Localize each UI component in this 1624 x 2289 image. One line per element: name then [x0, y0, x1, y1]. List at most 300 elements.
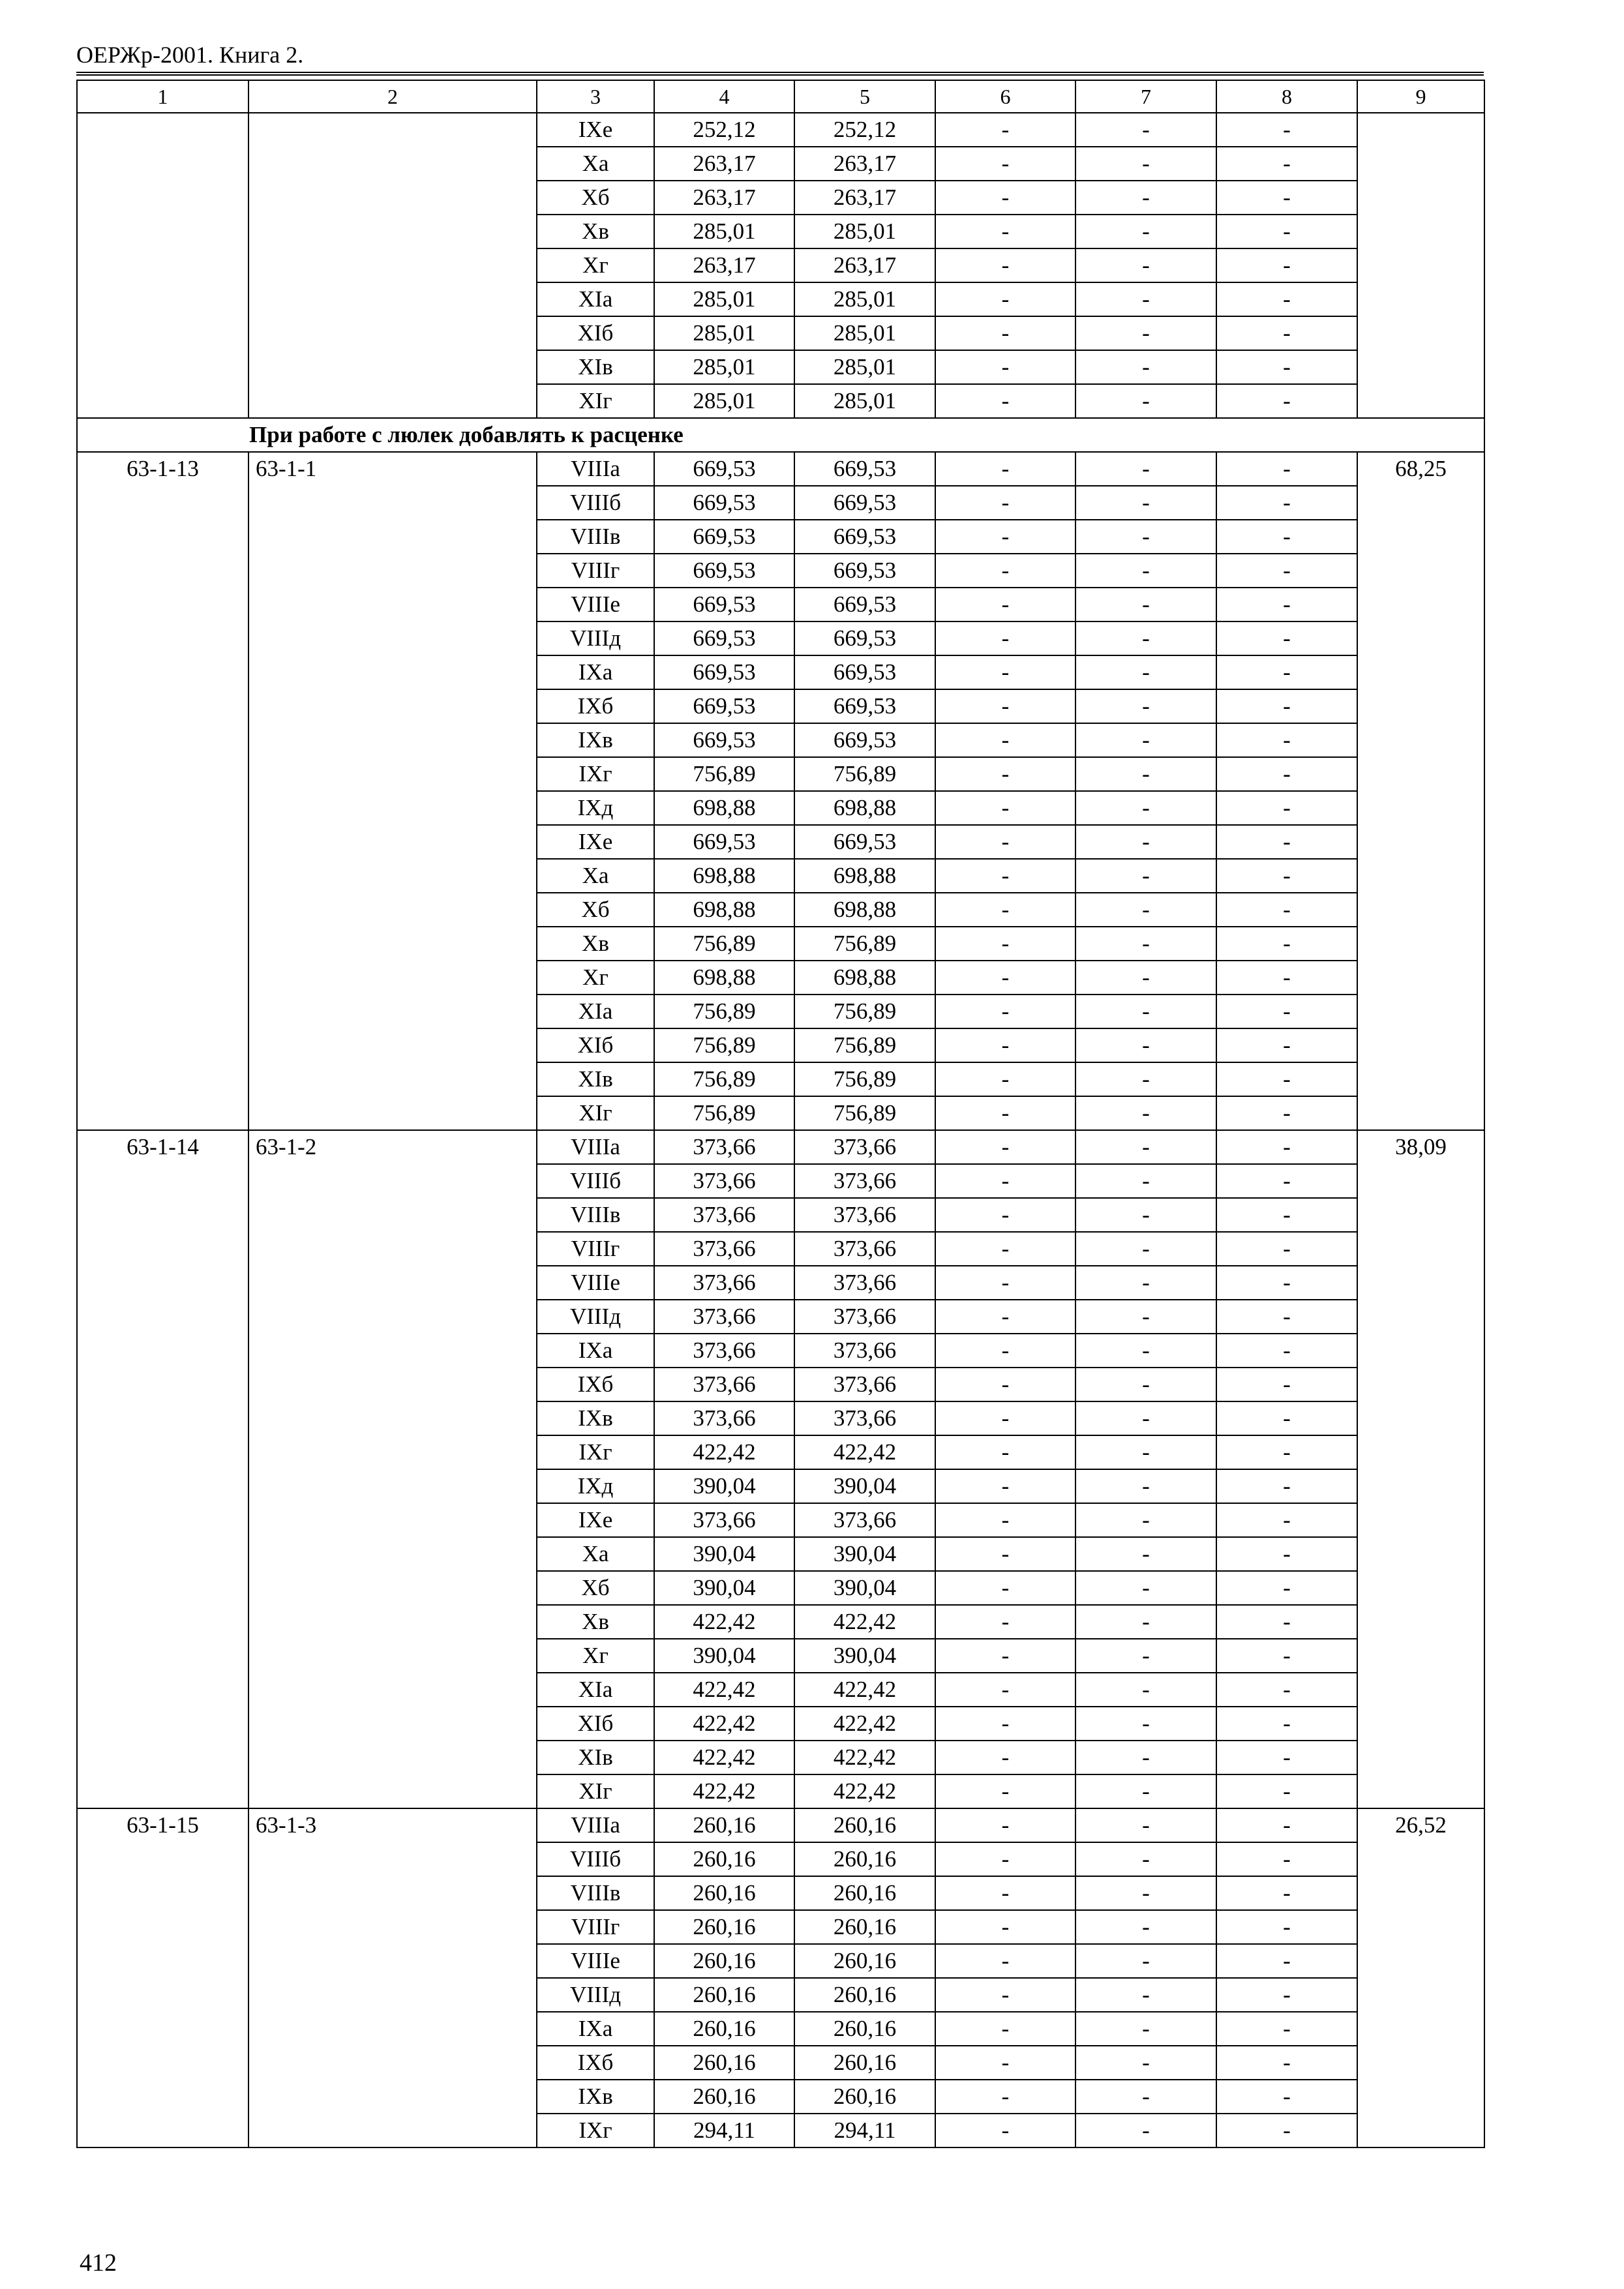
value-col5-cell: 373,66: [794, 1164, 935, 1198]
category-cell: XIб: [537, 316, 654, 350]
value-col8-cell: -: [1216, 215, 1357, 248]
value-col8-cell: -: [1216, 621, 1357, 655]
value-col5-cell: 252,12: [794, 113, 935, 147]
value-col6-cell: -: [935, 350, 1075, 384]
value-col5-cell: 263,17: [794, 181, 935, 215]
value-col5-cell: 669,53: [794, 554, 935, 588]
value-col4-cell: 756,89: [654, 995, 794, 1028]
value-col7-cell: -: [1075, 1842, 1216, 1876]
value-col6-cell: -: [935, 995, 1075, 1028]
value-col8-cell: -: [1216, 723, 1357, 757]
category-cell: Xa: [537, 859, 654, 893]
value-col6-cell: -: [935, 316, 1075, 350]
value-col8-cell: -: [1216, 1300, 1357, 1334]
category-cell: XIб: [537, 1707, 654, 1741]
category-cell: VIIIв: [537, 520, 654, 554]
table-row: [77, 1808, 1484, 1842]
category-cell: XIг: [537, 1774, 654, 1808]
value-col7-cell: -: [1075, 655, 1216, 689]
column-header: 7: [1075, 80, 1216, 113]
value-col7-cell: -: [1075, 316, 1216, 350]
value-col4-cell: 373,66: [654, 1130, 794, 1164]
value-col8-cell: -: [1216, 995, 1357, 1028]
value-col6-cell: -: [935, 723, 1075, 757]
rate-code-cell: 63-1-13: [77, 452, 248, 1130]
category-cell: VIIIб: [537, 486, 654, 520]
value-col8-cell: -: [1216, 1334, 1357, 1368]
value-col6-cell: -: [935, 961, 1075, 995]
value-col8-cell: -: [1216, 1707, 1357, 1741]
value-col6-cell: -: [935, 1300, 1075, 1334]
category-cell: IXб: [537, 1368, 654, 1401]
value-col5-cell: 669,53: [794, 723, 935, 757]
value-col6-cell: -: [935, 1096, 1075, 1130]
value-col5-cell: 285,01: [794, 282, 935, 316]
base-code-cell: 63-1-1: [248, 452, 537, 1130]
value-col7-cell: -: [1075, 1808, 1216, 1842]
category-cell: Xв: [537, 215, 654, 248]
value-col5-cell: 260,16: [794, 1808, 935, 1842]
value-col7-cell: -: [1075, 2012, 1216, 2046]
category-cell: XIг: [537, 1096, 654, 1130]
value-col7-cell: -: [1075, 384, 1216, 418]
value-col7-cell: -: [1075, 621, 1216, 655]
value-col6-cell: -: [935, 1944, 1075, 1978]
value-col7-cell: -: [1075, 893, 1216, 927]
value-col8-cell: -: [1216, 1808, 1357, 1842]
value-col4-cell: 373,66: [654, 1300, 794, 1334]
value-col6-cell: -: [935, 859, 1075, 893]
add-rate-cell: 26,52: [1357, 1808, 1484, 2147]
value-col5-cell: 373,66: [794, 1368, 935, 1401]
value-col8-cell: -: [1216, 181, 1357, 215]
category-cell: VIIIб: [537, 1842, 654, 1876]
category-cell: VIIIe: [537, 588, 654, 621]
value-col6-cell: -: [935, 621, 1075, 655]
value-col8-cell: -: [1216, 1774, 1357, 1808]
column-header: 1: [77, 80, 248, 113]
value-col4-cell: 669,53: [654, 825, 794, 859]
value-col8-cell: -: [1216, 588, 1357, 621]
value-col5-cell: 260,16: [794, 1944, 935, 1978]
base-code-cell: [248, 113, 537, 418]
value-col7-cell: -: [1075, 1978, 1216, 2012]
value-col4-cell: 285,01: [654, 282, 794, 316]
value-col4-cell: 390,04: [654, 1469, 794, 1503]
value-col8-cell: -: [1216, 1469, 1357, 1503]
value-col4-cell: 698,88: [654, 893, 794, 927]
value-col4-cell: 260,16: [654, 1876, 794, 1910]
value-col7-cell: -: [1075, 1639, 1216, 1673]
value-col4-cell: 756,89: [654, 757, 794, 791]
value-col6-cell: -: [935, 1469, 1075, 1503]
value-col8-cell: -: [1216, 1537, 1357, 1571]
value-col6-cell: -: [935, 689, 1075, 723]
value-col5-cell: 669,53: [794, 588, 935, 621]
value-col8-cell: -: [1216, 859, 1357, 893]
value-col4-cell: 263,17: [654, 248, 794, 282]
value-col6-cell: -: [935, 1774, 1075, 1808]
section-title-row: [77, 418, 1484, 452]
value-col7-cell: -: [1075, 452, 1216, 486]
category-cell: XIб: [537, 1028, 654, 1062]
value-col7-cell: -: [1075, 825, 1216, 859]
value-col5-cell: 260,16: [794, 1842, 935, 1876]
value-col6-cell: -: [935, 2046, 1075, 2080]
category-cell: IXв: [537, 723, 654, 757]
value-col8-cell: -: [1216, 655, 1357, 689]
value-col7-cell: -: [1075, 520, 1216, 554]
category-cell: VIIIe: [537, 1266, 654, 1300]
value-col6-cell: -: [935, 1876, 1075, 1910]
category-cell: IXд: [537, 1469, 654, 1503]
value-col5-cell: 373,66: [794, 1503, 935, 1537]
value-col5-cell: 422,42: [794, 1741, 935, 1774]
value-col8-cell: -: [1216, 1944, 1357, 1978]
category-cell: XIв: [537, 350, 654, 384]
category-cell: Xг: [537, 961, 654, 995]
category-cell: Xг: [537, 248, 654, 282]
value-col4-cell: 294,11: [654, 2114, 794, 2147]
value-col4-cell: 669,53: [654, 655, 794, 689]
category-cell: VIIIг: [537, 554, 654, 588]
value-col4-cell: 698,88: [654, 791, 794, 825]
category-cell: VIIIг: [537, 1232, 654, 1266]
value-col7-cell: -: [1075, 486, 1216, 520]
value-col6-cell: -: [935, 520, 1075, 554]
value-col7-cell: -: [1075, 791, 1216, 825]
category-cell: XIa: [537, 282, 654, 316]
value-col8-cell: -: [1216, 1876, 1357, 1910]
value-col4-cell: 373,66: [654, 1232, 794, 1266]
section-title: При работе с люлек добавлять к расценке: [77, 418, 1484, 452]
value-col5-cell: 422,42: [794, 1605, 935, 1639]
value-col6-cell: -: [935, 893, 1075, 927]
value-col4-cell: 373,66: [654, 1198, 794, 1232]
base-code-cell: 63-1-3: [248, 1808, 537, 2147]
value-col5-cell: 373,66: [794, 1130, 935, 1164]
value-col5-cell: 390,04: [794, 1537, 935, 1571]
value-col4-cell: 669,53: [654, 723, 794, 757]
value-col4-cell: 373,66: [654, 1401, 794, 1435]
value-col5-cell: 390,04: [794, 1639, 935, 1673]
value-col6-cell: -: [935, 248, 1075, 282]
value-col4-cell: 373,66: [654, 1164, 794, 1198]
value-col7-cell: -: [1075, 588, 1216, 621]
category-cell: VIIIв: [537, 1876, 654, 1910]
value-col8-cell: -: [1216, 486, 1357, 520]
value-col5-cell: 756,89: [794, 995, 935, 1028]
value-col6-cell: -: [935, 1673, 1075, 1707]
column-header-row: [77, 80, 1484, 113]
value-col4-cell: 390,04: [654, 1537, 794, 1571]
value-col8-cell: -: [1216, 961, 1357, 995]
value-col6-cell: -: [935, 1232, 1075, 1266]
value-col4-cell: 422,42: [654, 1741, 794, 1774]
category-cell: Xв: [537, 927, 654, 961]
value-col4-cell: 422,42: [654, 1673, 794, 1707]
value-col6-cell: -: [935, 1639, 1075, 1673]
value-col5-cell: 698,88: [794, 893, 935, 927]
rates-table: [76, 80, 1485, 2148]
value-col7-cell: -: [1075, 1062, 1216, 1096]
value-col4-cell: 698,88: [654, 859, 794, 893]
value-col4-cell: 669,53: [654, 621, 794, 655]
value-col7-cell: -: [1075, 248, 1216, 282]
value-col7-cell: -: [1075, 1130, 1216, 1164]
value-col5-cell: 260,16: [794, 1876, 935, 1910]
rate-code-cell: [77, 113, 248, 418]
value-col5-cell: 263,17: [794, 147, 935, 181]
value-col8-cell: -: [1216, 1130, 1357, 1164]
category-cell: IXe: [537, 825, 654, 859]
value-col7-cell: -: [1075, 215, 1216, 248]
column-header: 2: [248, 80, 537, 113]
value-col6-cell: -: [935, 1707, 1075, 1741]
value-col7-cell: -: [1075, 961, 1216, 995]
add-rate-cell: [1357, 113, 1484, 418]
add-rate-cell: 68,25: [1357, 452, 1484, 1130]
value-col7-cell: -: [1075, 723, 1216, 757]
value-col7-cell: -: [1075, 859, 1216, 893]
value-col7-cell: -: [1075, 995, 1216, 1028]
value-col4-cell: 373,66: [654, 1334, 794, 1368]
value-col6-cell: -: [935, 1198, 1075, 1232]
value-col6-cell: -: [935, 1062, 1075, 1096]
value-col4-cell: 756,89: [654, 1028, 794, 1062]
value-col5-cell: 756,89: [794, 927, 935, 961]
value-col8-cell: -: [1216, 1266, 1357, 1300]
value-col8-cell: -: [1216, 1028, 1357, 1062]
value-col6-cell: -: [935, 1028, 1075, 1062]
category-cell: Xб: [537, 1571, 654, 1605]
value-col8-cell: -: [1216, 1503, 1357, 1537]
value-col5-cell: 422,42: [794, 1707, 935, 1741]
value-col6-cell: -: [935, 1978, 1075, 2012]
value-col7-cell: -: [1075, 1707, 1216, 1741]
value-col7-cell: -: [1075, 1028, 1216, 1062]
column-header: 5: [794, 80, 935, 113]
value-col6-cell: -: [935, 1571, 1075, 1605]
category-cell: IXв: [537, 1401, 654, 1435]
category-cell: VIIIв: [537, 1198, 654, 1232]
category-cell: XIв: [537, 1741, 654, 1774]
value-col7-cell: -: [1075, 147, 1216, 181]
value-col6-cell: -: [935, 825, 1075, 859]
value-col5-cell: 756,89: [794, 1062, 935, 1096]
value-col7-cell: -: [1075, 1571, 1216, 1605]
value-col7-cell: -: [1075, 1401, 1216, 1435]
value-col7-cell: -: [1075, 2080, 1216, 2114]
value-col6-cell: -: [935, 655, 1075, 689]
value-col8-cell: -: [1216, 1910, 1357, 1944]
value-col8-cell: -: [1216, 927, 1357, 961]
value-col8-cell: -: [1216, 147, 1357, 181]
value-col4-cell: 260,16: [654, 1944, 794, 1978]
category-cell: IXa: [537, 655, 654, 689]
value-col8-cell: -: [1216, 1096, 1357, 1130]
value-col4-cell: 756,89: [654, 1062, 794, 1096]
value-col5-cell: 373,66: [794, 1266, 935, 1300]
value-col4-cell: 373,66: [654, 1503, 794, 1537]
value-col5-cell: 756,89: [794, 1028, 935, 1062]
value-col4-cell: 669,53: [654, 452, 794, 486]
value-col8-cell: -: [1216, 1978, 1357, 2012]
value-col4-cell: 260,16: [654, 1808, 794, 1842]
category-cell: Xб: [537, 181, 654, 215]
value-col8-cell: -: [1216, 384, 1357, 418]
category-cell: VIIIд: [537, 621, 654, 655]
value-col8-cell: -: [1216, 282, 1357, 316]
value-col7-cell: -: [1075, 1673, 1216, 1707]
value-col4-cell: 373,66: [654, 1266, 794, 1300]
rate-code-cell: 63-1-14: [77, 1130, 248, 1808]
value-col5-cell: 390,04: [794, 1469, 935, 1503]
value-col5-cell: 373,66: [794, 1232, 935, 1266]
value-col7-cell: -: [1075, 1605, 1216, 1639]
value-col5-cell: 422,42: [794, 1774, 935, 1808]
value-col6-cell: -: [935, 384, 1075, 418]
category-cell: IXг: [537, 2114, 654, 2147]
value-col6-cell: -: [935, 1605, 1075, 1639]
value-col5-cell: 285,01: [794, 215, 935, 248]
category-cell: VIIIe: [537, 1944, 654, 1978]
column-header: 6: [935, 80, 1075, 113]
category-cell: IXa: [537, 1334, 654, 1368]
value-col8-cell: -: [1216, 2114, 1357, 2147]
value-col5-cell: 422,42: [794, 1435, 935, 1469]
value-col6-cell: -: [935, 282, 1075, 316]
value-col4-cell: 260,16: [654, 2012, 794, 2046]
value-col8-cell: -: [1216, 791, 1357, 825]
value-col8-cell: -: [1216, 1164, 1357, 1198]
category-cell: VIIIб: [537, 1164, 654, 1198]
category-cell: XIв: [537, 1062, 654, 1096]
value-col6-cell: -: [935, 1910, 1075, 1944]
value-col4-cell: 285,01: [654, 215, 794, 248]
category-cell: XIг: [537, 384, 654, 418]
value-col8-cell: -: [1216, 1401, 1357, 1435]
value-col5-cell: 698,88: [794, 961, 935, 995]
value-col5-cell: 373,66: [794, 1401, 935, 1435]
value-col4-cell: 422,42: [654, 1605, 794, 1639]
value-col8-cell: -: [1216, 1368, 1357, 1401]
value-col7-cell: -: [1075, 350, 1216, 384]
value-col6-cell: -: [935, 215, 1075, 248]
value-col6-cell: -: [935, 1842, 1075, 1876]
value-col4-cell: 285,01: [654, 350, 794, 384]
table-row: [77, 452, 1484, 486]
value-col4-cell: 260,16: [654, 1842, 794, 1876]
value-col7-cell: -: [1075, 1198, 1216, 1232]
value-col7-cell: -: [1075, 1774, 1216, 1808]
value-col4-cell: 669,53: [654, 689, 794, 723]
value-col6-cell: -: [935, 1503, 1075, 1537]
value-col6-cell: -: [935, 1266, 1075, 1300]
value-col7-cell: -: [1075, 1910, 1216, 1944]
value-col4-cell: 669,53: [654, 520, 794, 554]
category-cell: VIIIa: [537, 1130, 654, 1164]
value-col4-cell: 390,04: [654, 1571, 794, 1605]
value-col7-cell: -: [1075, 1503, 1216, 1537]
value-col5-cell: 373,66: [794, 1198, 935, 1232]
value-col4-cell: 285,01: [654, 384, 794, 418]
page-number: 412: [80, 2249, 117, 2277]
value-col4-cell: 263,17: [654, 181, 794, 215]
value-col4-cell: 263,17: [654, 147, 794, 181]
category-cell: IXг: [537, 1435, 654, 1469]
category-cell: Xв: [537, 1605, 654, 1639]
value-col5-cell: 756,89: [794, 757, 935, 791]
value-col4-cell: 390,04: [654, 1639, 794, 1673]
value-col7-cell: -: [1075, 927, 1216, 961]
category-cell: XIa: [537, 1673, 654, 1707]
category-cell: IXб: [537, 689, 654, 723]
value-col8-cell: -: [1216, 350, 1357, 384]
value-col7-cell: -: [1075, 113, 1216, 147]
column-header: 9: [1357, 80, 1484, 113]
table-row: [77, 1130, 1484, 1164]
value-col6-cell: -: [935, 927, 1075, 961]
value-col8-cell: -: [1216, 316, 1357, 350]
value-col7-cell: -: [1075, 1232, 1216, 1266]
value-col5-cell: 373,66: [794, 1334, 935, 1368]
value-col8-cell: -: [1216, 520, 1357, 554]
value-col5-cell: 285,01: [794, 384, 935, 418]
value-col8-cell: -: [1216, 1232, 1357, 1266]
value-col8-cell: -: [1216, 1571, 1357, 1605]
value-col6-cell: -: [935, 757, 1075, 791]
value-col5-cell: 260,16: [794, 1910, 935, 1944]
category-cell: VIIIг: [537, 1910, 654, 1944]
value-col4-cell: 260,16: [654, 1910, 794, 1944]
value-col5-cell: 669,53: [794, 452, 935, 486]
document-title: ОЕРЖр-2001. Книга 2.: [76, 42, 304, 68]
value-col7-cell: -: [1075, 1741, 1216, 1774]
category-cell: Xг: [537, 1639, 654, 1673]
value-col4-cell: 422,42: [654, 1774, 794, 1808]
value-col8-cell: -: [1216, 757, 1357, 791]
value-col8-cell: -: [1216, 452, 1357, 486]
value-col5-cell: 698,88: [794, 859, 935, 893]
category-cell: XIa: [537, 995, 654, 1028]
value-col4-cell: 669,53: [654, 554, 794, 588]
category-cell: IXб: [537, 2046, 654, 2080]
value-col6-cell: -: [935, 1130, 1075, 1164]
value-col7-cell: -: [1075, 1266, 1216, 1300]
value-col4-cell: 756,89: [654, 1096, 794, 1130]
value-col5-cell: 669,53: [794, 486, 935, 520]
column-header: 4: [654, 80, 794, 113]
value-col7-cell: -: [1075, 689, 1216, 723]
category-cell: IXe: [537, 1503, 654, 1537]
value-col5-cell: 422,42: [794, 1673, 935, 1707]
value-col8-cell: -: [1216, 1198, 1357, 1232]
value-col4-cell: 756,89: [654, 927, 794, 961]
value-col5-cell: 263,17: [794, 248, 935, 282]
value-col6-cell: -: [935, 1435, 1075, 1469]
value-col8-cell: -: [1216, 1435, 1357, 1469]
category-cell: VIIIa: [537, 1808, 654, 1842]
value-col5-cell: 669,53: [794, 655, 935, 689]
category-cell: VIIIa: [537, 452, 654, 486]
value-col5-cell: 285,01: [794, 316, 935, 350]
value-col5-cell: 756,89: [794, 1096, 935, 1130]
category-cell: IXд: [537, 791, 654, 825]
value-col8-cell: -: [1216, 825, 1357, 859]
value-col5-cell: 698,88: [794, 791, 935, 825]
category-cell: Xa: [537, 1537, 654, 1571]
